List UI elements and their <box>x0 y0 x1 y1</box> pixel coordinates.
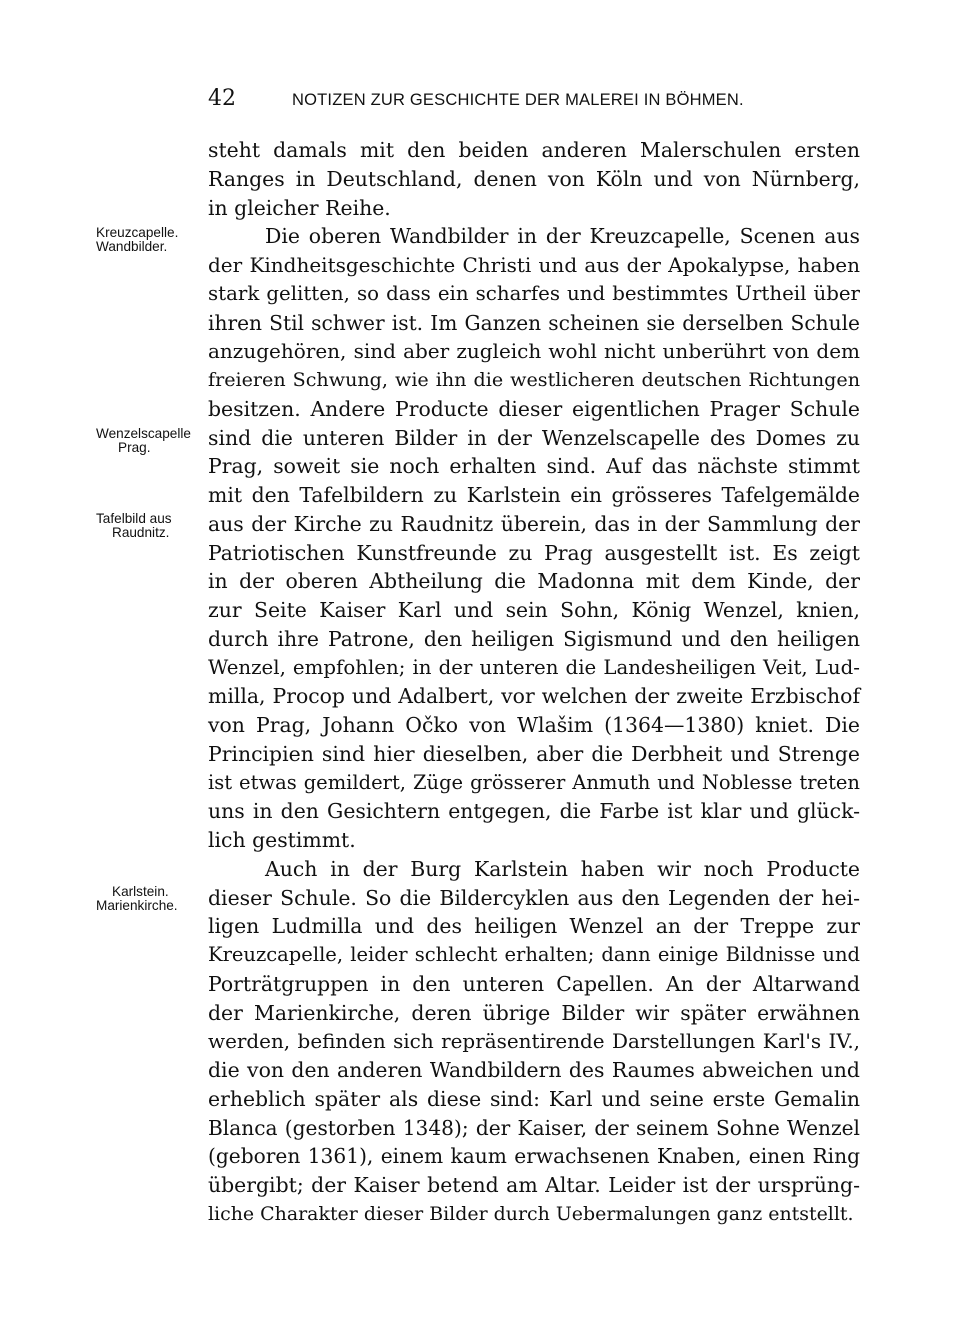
margin-note-line: Marienkirche. <box>96 898 178 913</box>
text-line: anzugehören, sind aber zugleich wohl nicht unberührt von dem <box>208 339 860 364</box>
text-line: ligen Ludmilla und des heiligen Wenzel an der Treppe zur <box>208 914 860 939</box>
running-header <box>0 84 960 114</box>
margin-note-wenzelscapelle <box>96 427 191 455</box>
text-line: aus der Kirche zu Raudnitz überein, das in der Sammlung der <box>208 511 860 536</box>
text-line: von Prag, Johann Očko von Wlašim (1364—1380) kniet. Die <box>208 713 860 737</box>
text-line: uns in den Gesichtern entgegen, die Farbe ist klar und glück- <box>208 799 860 824</box>
text-line: zur Seite Kaiser Karl und sein Sohn, König Wenzel, knien, <box>208 598 860 622</box>
text-line: die von den anderen Wandbildern des Raumes abweichen und <box>208 1058 860 1082</box>
text-line: der Marienkirche, deren übrige Bilder wir später erwähnen <box>208 1000 860 1025</box>
text-line: sind die unteren Bilder in der Wenzelscapelle des Domes zu <box>208 425 860 450</box>
text-line: Kreuzcapelle, leider schlecht erhalten; dann einige Bildnisse und <box>208 943 860 966</box>
text-line: erheblich später als diese sind: Karl und seine erste Gemalin <box>208 1086 860 1111</box>
text-line: mit den Tafelbildern zu Karlstein ein grösseres Tafelgemälde <box>208 483 860 507</box>
margin-note-line: Wenzelscapelle <box>96 426 191 441</box>
margin-note-line: Raudnitz. <box>112 525 170 540</box>
text-line: der Kindheitsgeschichte Christi und aus der Apokalypse, haben <box>208 253 860 277</box>
page-number: 42 <box>208 86 236 111</box>
text-line: Principien sind hier dieselben, aber die Derbheit und Strenge <box>208 741 860 766</box>
text-line: dieser Schule. So die Bildercyklen aus den Legenden der hei- <box>208 885 860 910</box>
text-line: (geboren 1361), einem kaum erwachsenen Knaben, einen Ring <box>208 1144 860 1169</box>
text-line: werden, befinden sich repräsentirende Darstellungen Karl's IV., <box>208 1029 860 1054</box>
margin-note-line: Wandbilder. <box>96 239 168 254</box>
margin-note-kreuzcapelle <box>96 226 178 254</box>
text-line: in gleicher Reihe. <box>208 195 391 220</box>
text-line: Patriotischen Kunstfreunde zu Prag ausgestellt ist. Es zeigt <box>208 540 860 565</box>
running-title: NOTIZEN ZUR GESCHICHTE DER MALEREI IN BÖHMEN. <box>292 91 744 109</box>
text-line: Prag, soweit sie noch erhalten sind. Auf das nächste stimmt <box>208 454 860 479</box>
text-line: Die oberen Wandbilder in der Kreuzcapelle, Scenen aus <box>265 224 860 249</box>
text-line: besitzen. Andere Producte dieser eigentlichen Prager Schule <box>208 396 860 421</box>
margin-note-karlstein <box>96 885 178 913</box>
margin-note-tafelbild <box>96 512 172 540</box>
text-line: ist etwas gemildert, Züge grösserer Anmuth und Noblesse treten <box>208 770 860 794</box>
text-line: Blanca (gestorben 1348); der Kaiser, der seinem Sohne Wenzel <box>208 1115 860 1140</box>
text-line: Porträtgruppen in den unteren Capellen. An der Altarwand <box>208 971 860 996</box>
text-line: ihren Stil schwer ist. Im Ganzen scheinen sie derselben Schule <box>208 310 860 335</box>
text-line: Wenzel, empfohlen; in der unteren die Landesheiligen Veit, Lud- <box>208 655 860 679</box>
text-line: freieren Schwung, wie ihn die westlicheren deutschen Richtungen <box>208 368 860 391</box>
text-line: liche Charakter dieser Bilder durch Uebermalungen ganz entstellt. <box>208 1202 854 1225</box>
text-line: durch ihre Patrone, den heiligen Sigismund und den heiligen <box>208 626 860 651</box>
text-line: lich gestimmt. <box>208 828 356 852</box>
text-line: in der oberen Abtheilung die Madonna mit dem Kinde, der <box>208 569 860 594</box>
text-line: milla, Procop und Adalbert, vor welchen der zweite Erzbischof <box>208 684 860 709</box>
margin-note-line: Karlstein. <box>112 884 169 899</box>
margin-note-line: Prag. <box>118 440 151 455</box>
margin-note-line: Kreuzcapelle. <box>96 225 179 240</box>
text-line: Auch in der Burg Karlstein haben wir noch Producte <box>265 856 860 881</box>
body-text <box>208 136 860 1229</box>
text-line: Ranges in Deutschland, denen von Köln und von Nürnberg, <box>208 166 860 191</box>
text-line: steht damals mit den beiden anderen Malerschulen ersten <box>208 138 860 162</box>
text-line: übergibt; der Kaiser betend am Altar. Leider ist der ursprüng- <box>208 1173 860 1197</box>
text-line: stark gelitten, so dass ein scharfes und bestimmtes Urtheil über <box>208 281 860 305</box>
margin-note-line: Tafelbild aus <box>96 511 172 526</box>
